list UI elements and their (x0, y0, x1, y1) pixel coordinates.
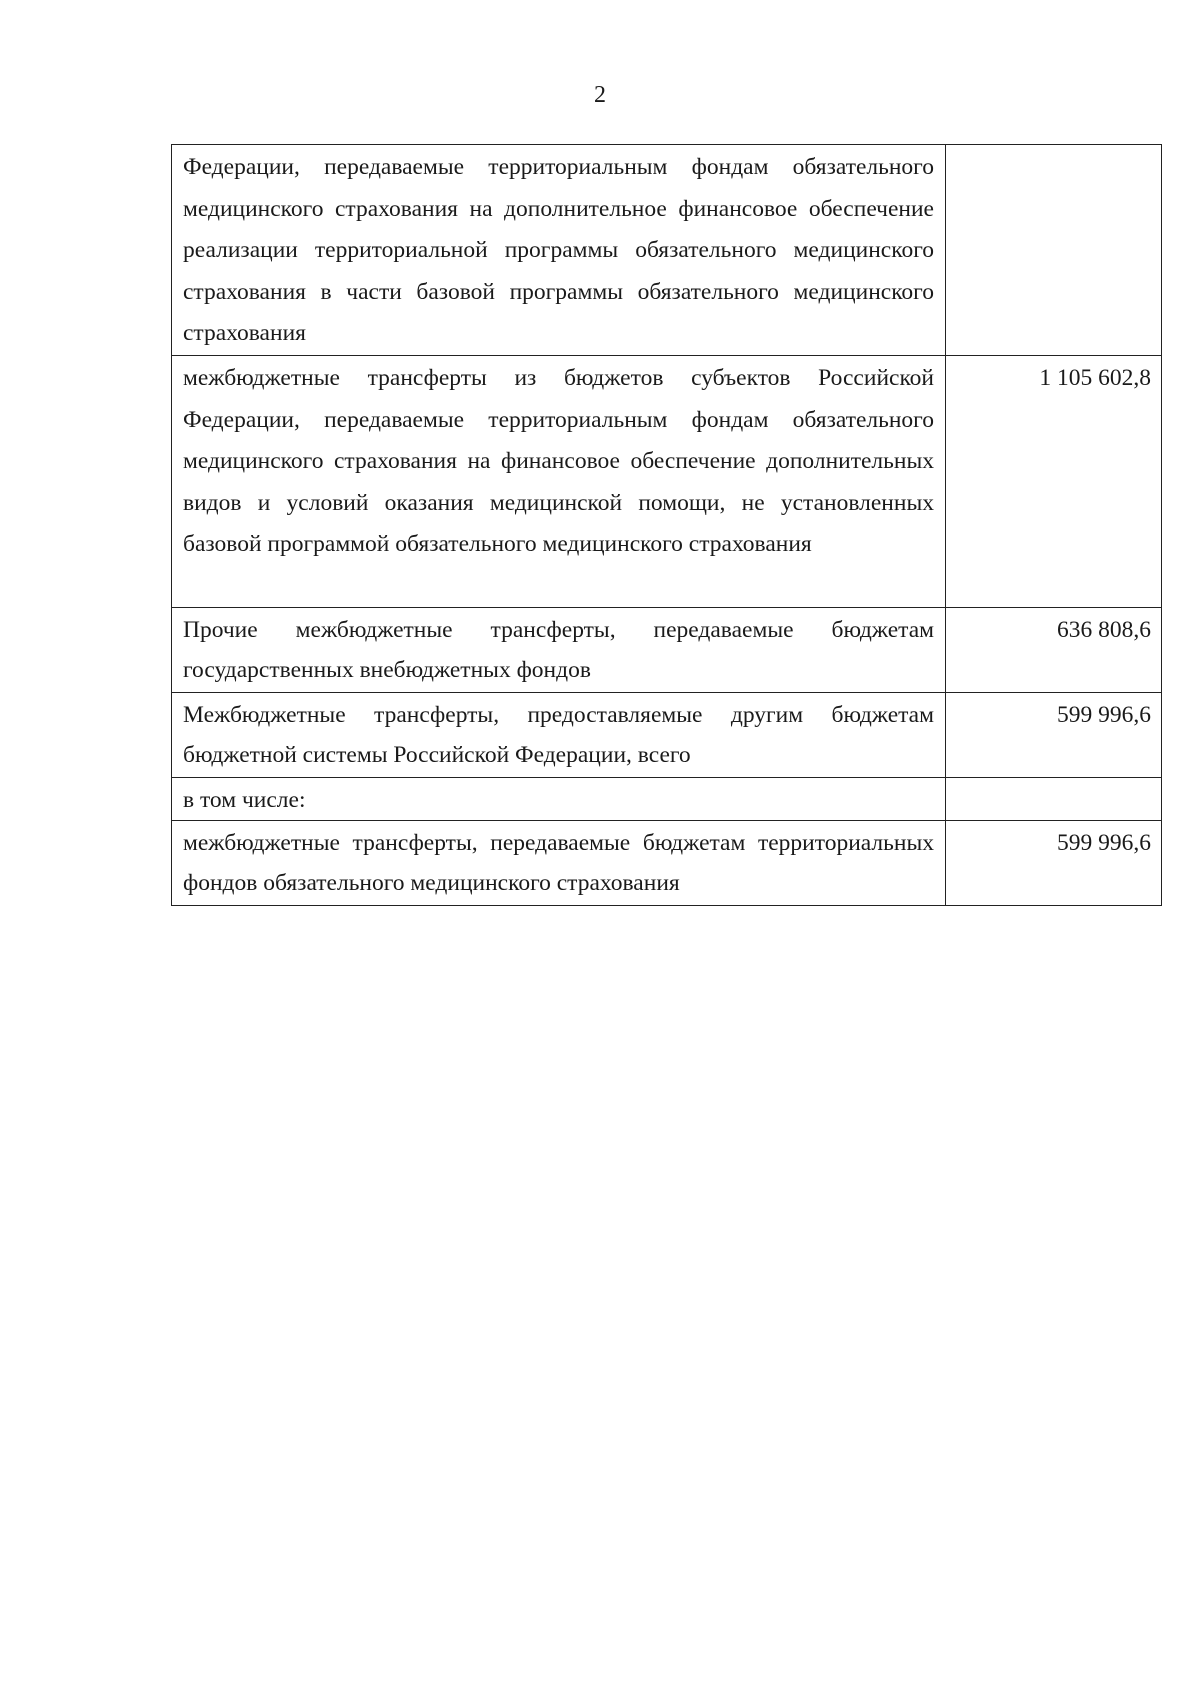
page-number: 2 (594, 82, 606, 108)
row-description: межбюджетные трансферты, передаваемые бюджетам территориальных фондов обязательного медицинского страхования (172, 821, 946, 906)
row-description: межбюджетные трансферты из бюджетов субъектов Российской Федерации, передаваемые территориальным фондам обязательного медицинского страхования на финансовое обеспечение дополнительных видов и условий оказания медицинской помощи, не установленных базовой программой обязательного медицинского страхования (172, 356, 946, 608)
table-row (172, 145, 1162, 356)
table-row (172, 356, 1162, 608)
table-row (172, 693, 1162, 778)
row-value: 1 105 602,8 (946, 356, 1162, 608)
row-value: 599 996,6 (946, 821, 1162, 906)
row-value (946, 778, 1162, 821)
row-description: в том числе: (172, 778, 946, 821)
row-value: 599 996,6 (946, 693, 1162, 778)
row-description: Прочие межбюджетные трансферты, передаваемые бюджетам государственных внебюджетных фондов (172, 608, 946, 693)
budget-table (171, 144, 1162, 906)
row-value: 636 808,6 (946, 608, 1162, 693)
table-row (172, 608, 1162, 693)
row-value (946, 145, 1162, 356)
table-row (172, 821, 1162, 906)
table-row (172, 778, 1162, 821)
row-description: Межбюджетные трансферты, предоставляемые другим бюджетам бюджетной системы Российской Федерации, всего (172, 693, 946, 778)
row-description: Федерации, передаваемые территориальным фондам обязательного медицинского страхования на дополнительное финансовое обеспечение реализации территориальной программы обязательного медицинского страхования в части базовой программы обязательного медицинского страхования (172, 145, 946, 356)
